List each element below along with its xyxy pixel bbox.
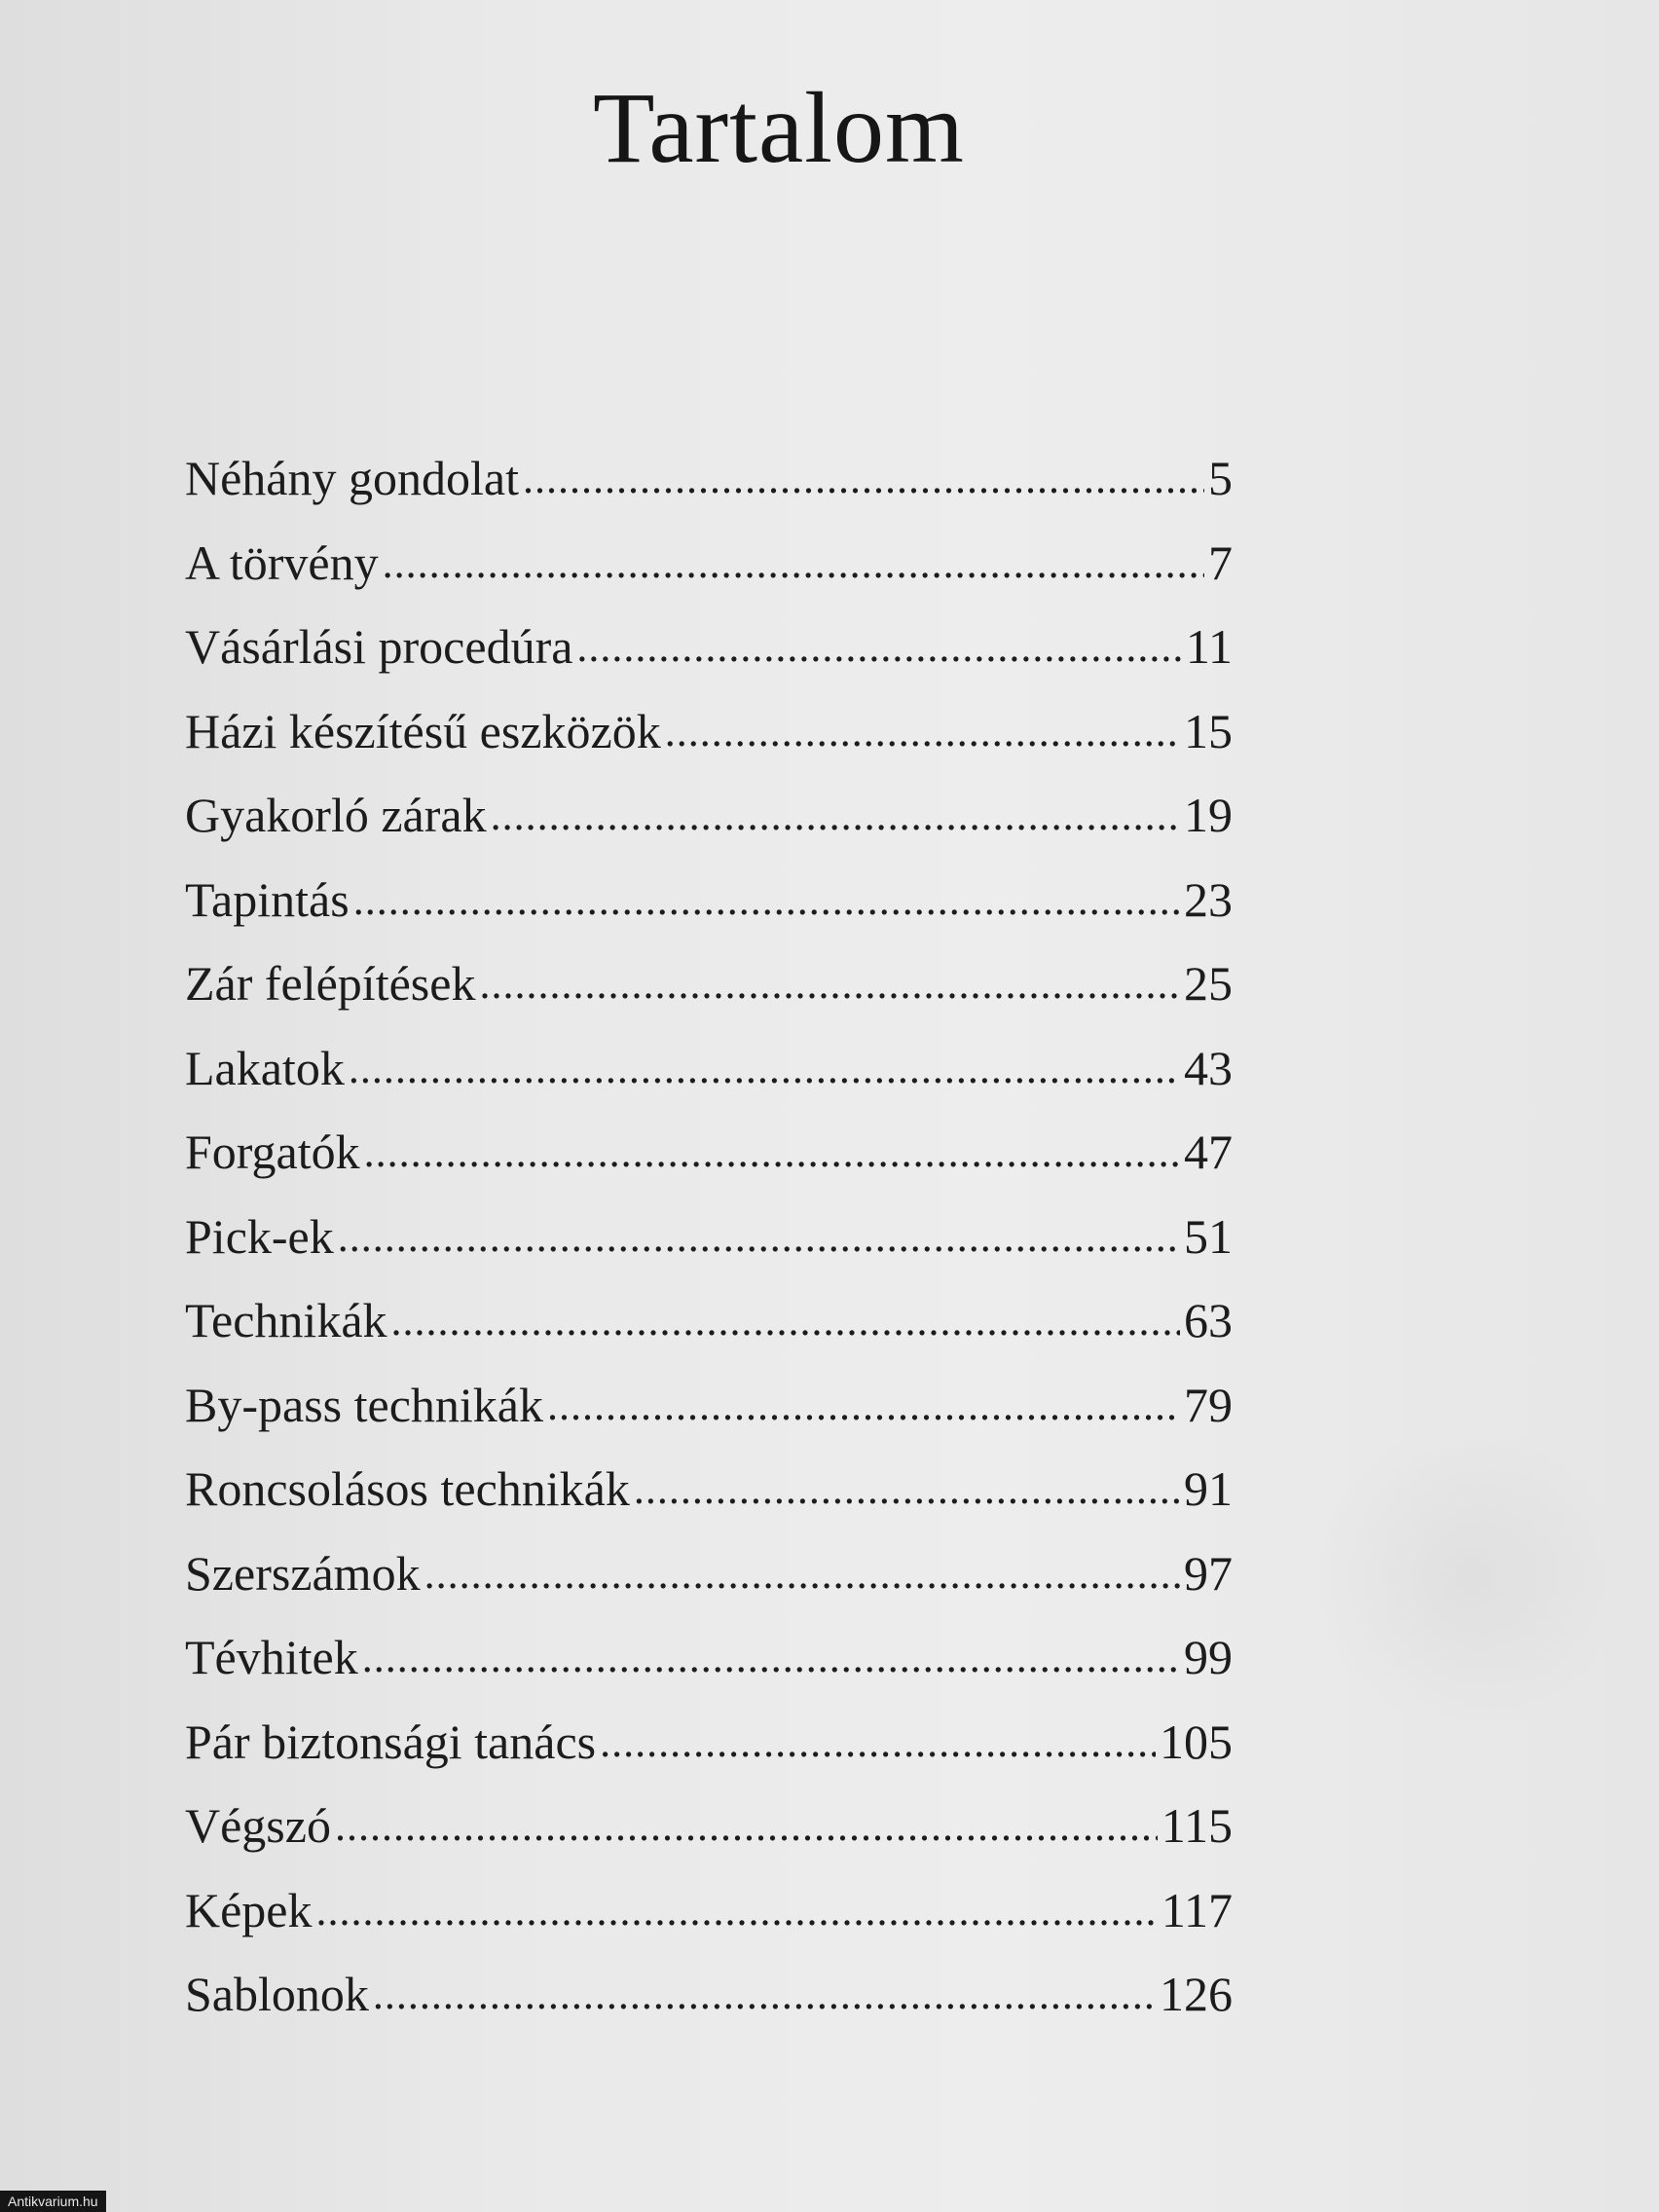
dot-leader <box>547 1361 1180 1449</box>
toc-entry-page: 91 <box>1184 1461 1233 1516</box>
toc-entry <box>185 1278 1233 1363</box>
toc-entry-page: 19 <box>1184 788 1233 842</box>
dot-leader <box>362 1613 1180 1701</box>
toc-entry-label: Lakatok <box>185 1040 345 1095</box>
toc-entry <box>185 436 1233 521</box>
toc-entry-label: Tapintás <box>185 871 350 927</box>
toc-entry <box>185 1952 1233 2037</box>
dot-leader <box>479 940 1180 1027</box>
toc-entry-page: 43 <box>1184 1040 1233 1095</box>
dot-leader <box>576 603 1181 690</box>
toc-entry-page: 47 <box>1184 1124 1233 1179</box>
toc-entry-page: 117 <box>1161 1882 1233 1937</box>
dot-leader <box>424 1530 1180 1617</box>
toc-entry-page: 105 <box>1160 1714 1233 1769</box>
toc-entry <box>185 689 1233 774</box>
toc-entry-label: Pick-ek <box>185 1208 334 1264</box>
toc-entry-label: Vásárlási procedúra <box>185 619 573 674</box>
toc-entry-label: Gyakorló zárak <box>185 788 487 842</box>
toc-entry-page: 97 <box>1184 1545 1233 1601</box>
dot-leader <box>665 687 1180 775</box>
dot-leader <box>316 1866 1158 1954</box>
toc-entry <box>185 1026 1233 1111</box>
toc-entry-label: Házi készítésű eszközök <box>185 703 661 758</box>
toc-entry <box>185 605 1233 689</box>
dot-leader <box>523 434 1204 522</box>
toc-entry-label: Végszó <box>185 1798 331 1853</box>
toc-entry-label: Képek <box>185 1882 313 1937</box>
dot-leader <box>335 1782 1158 1869</box>
toc-entry <box>185 1784 1233 1868</box>
toc-entry <box>185 1868 1233 1953</box>
toc-entry-page: 79 <box>1184 1377 1233 1432</box>
dot-leader <box>338 1193 1180 1280</box>
dot-leader <box>383 519 1204 607</box>
toc-entry-page: 11 <box>1185 619 1233 674</box>
toc-entry-page: 63 <box>1184 1293 1233 1347</box>
toc-entry-label: Szerszámok <box>185 1545 421 1601</box>
toc-entry <box>185 1110 1233 1195</box>
dot-leader <box>600 1698 1156 1786</box>
toc-entry-label: Pár biztonsági tanács <box>185 1714 597 1769</box>
show-through-shadow <box>1314 1421 1626 1733</box>
toc-entry-page: 7 <box>1208 535 1233 590</box>
table-of-contents <box>185 436 1233 2037</box>
dot-leader <box>364 1108 1180 1196</box>
toc-entry-label: A törvény <box>185 535 379 590</box>
toc-entry-label: Technikák <box>185 1293 387 1347</box>
toc-entry-label: Zár felépítések <box>185 956 476 1011</box>
toc-entry <box>185 858 1233 942</box>
page-title: Tartalom <box>593 72 965 184</box>
toc-entry <box>185 1363 1233 1448</box>
toc-entry-label: Forgatók <box>185 1124 360 1179</box>
site-watermark: Antikvarium.hu <box>0 2191 106 2212</box>
toc-entry-page: 15 <box>1184 703 1233 758</box>
toc-entry-label: By-pass technikák <box>185 1377 543 1432</box>
toc-entry-page: 99 <box>1184 1630 1233 1684</box>
toc-entry <box>185 773 1233 858</box>
toc-entry-label: Sablonok <box>185 1967 369 2021</box>
toc-entry-label: Néhány gondolat <box>185 451 519 505</box>
toc-entry-label: Roncsolásos technikák <box>185 1461 630 1516</box>
toc-entry <box>185 1615 1233 1700</box>
toc-entry-page: 126 <box>1160 1967 1233 2021</box>
toc-entry <box>185 1700 1233 1785</box>
toc-entry-label: Tévhitek <box>185 1630 358 1684</box>
dot-leader <box>391 1276 1180 1364</box>
toc-entry <box>185 1447 1233 1531</box>
dot-leader <box>353 856 1180 943</box>
toc-entry-page: 5 <box>1208 451 1233 505</box>
dot-leader <box>373 1950 1156 2038</box>
dot-leader <box>634 1445 1180 1532</box>
toc-entry-page: 23 <box>1184 871 1233 927</box>
dot-leader <box>349 1024 1180 1112</box>
toc-entry <box>185 1195 1233 1279</box>
toc-entry <box>185 1531 1233 1616</box>
toc-entry <box>185 941 1233 1026</box>
toc-entry-page: 51 <box>1184 1208 1233 1264</box>
toc-entry <box>185 521 1233 606</box>
toc-entry-page: 115 <box>1161 1798 1233 1853</box>
dot-leader <box>491 771 1180 859</box>
toc-entry-page: 25 <box>1184 956 1233 1011</box>
